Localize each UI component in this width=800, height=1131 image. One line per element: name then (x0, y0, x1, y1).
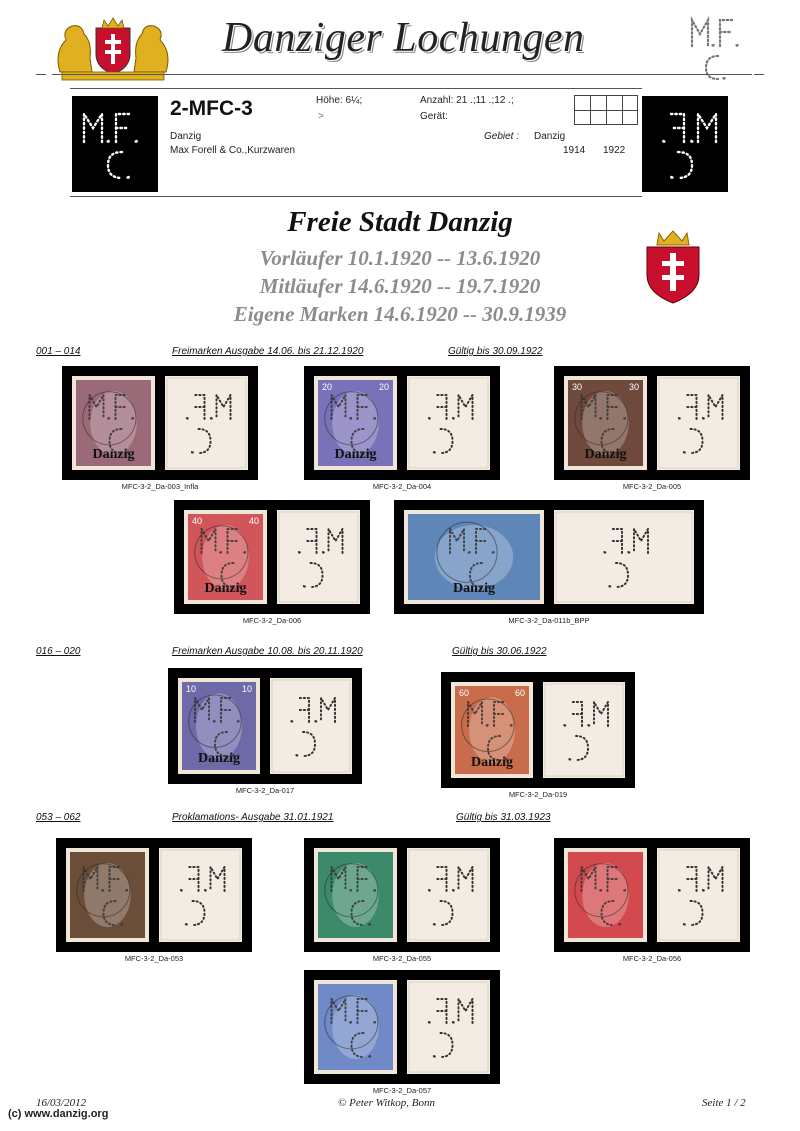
stamp-frame (554, 838, 750, 952)
group-valid-1: Gültig bis 30.09.1922 (448, 346, 543, 357)
danzig-shield-icon (645, 229, 701, 305)
count-label: Anzahl: 21 .;11 .;12 .; (420, 95, 514, 106)
stamp-front-image (451, 682, 533, 778)
card-bottom-rule (70, 196, 642, 197)
stamp-caption: MFC-3-2_Da-004 (372, 482, 432, 491)
stamp-back-image (270, 678, 352, 774)
stamp-frame (304, 838, 500, 952)
stamp-frame (394, 500, 704, 614)
group-issue-3: Proklamations- Ausgabe 31.01.1921 (172, 812, 334, 823)
period-own-stamps: Eigene Marken 14.6.1920 -- 30.9.1939 (233, 302, 567, 326)
stamp-front-image (564, 376, 647, 470)
document-title: Danziger Lochungen (222, 15, 585, 61)
svg-text:30: 30 (628, 382, 639, 392)
period-concurrent: Mitläufer 14.6.1920 -- 19.7.1920 (259, 274, 541, 298)
stamp-front-image (178, 678, 260, 774)
perfin-id: 2-MFC-3 (170, 97, 253, 120)
stamp-caption: MFC-3-2_Da-053 (124, 954, 184, 963)
svg-text:20: 20 (322, 382, 333, 392)
stamp-caption: MFC-3-2_Da-005 (622, 482, 682, 491)
stamp-front-image (564, 848, 647, 942)
stamp-frame (554, 366, 750, 480)
svg-text:Danzig: Danzig (471, 755, 513, 770)
svg-text:60: 60 (459, 688, 470, 698)
stamp-caption: MFC-3-2_Da-006 (242, 616, 302, 625)
svg-text:Danzig: Danzig (584, 447, 627, 462)
group-issue-1: Freimarken Ausgabe 14.06. bis 21.12.1920 (172, 346, 364, 357)
stamp-back-image (165, 376, 248, 470)
group-issue-2: Freimarken Ausgabe 10.08. bis 20.11.1920 (172, 646, 363, 657)
footer-copyright: © Peter Witkop, Bonn (338, 1097, 435, 1109)
stamp-back-image (554, 510, 694, 604)
group-valid-2: Gültig bis 30.06.1922 (452, 646, 547, 657)
stamp-frame (62, 366, 258, 480)
device-label: Gerät: (420, 111, 448, 122)
period-forerunner: Vorläufer 10.1.1920 -- 13.6.1920 (259, 246, 541, 270)
perfin-monogram-icon (688, 12, 744, 82)
place-label: Danzig (170, 131, 202, 142)
stamp-caption: MFC-3-2_Da-055 (372, 954, 432, 963)
stamp-back-image (657, 376, 740, 470)
svg-text:Danzig: Danzig (204, 581, 247, 596)
stamp-front-image (314, 376, 397, 470)
title-rule-left (36, 74, 46, 75)
stamp-frame (441, 672, 635, 788)
perfin-pattern-back (642, 96, 728, 192)
stamp-front-image (72, 376, 155, 470)
state-title: Freie Stadt Danzig (287, 206, 513, 238)
stamp-caption: MFC-3-2_Da-003_Infla (121, 482, 199, 491)
svg-text:40: 40 (248, 516, 259, 526)
title-rule (52, 74, 752, 75)
footer-url: (c) www.danzig.org (8, 1108, 109, 1120)
svg-text:30: 30 (572, 382, 583, 392)
group-range-1: 001 – 014 (36, 346, 81, 357)
stamp-back-image (407, 848, 490, 942)
stamp-back-image (277, 510, 360, 604)
card-top-rule (70, 88, 642, 89)
stamp-back-image (407, 376, 490, 470)
height-label: Höhe: 6¼; (316, 95, 363, 106)
stamp-caption: MFC-3-2_Da-056 (622, 954, 682, 963)
stamp-front-image (184, 510, 267, 604)
stamp-back-image (407, 980, 490, 1074)
group-range-2: 016 – 020 (36, 646, 81, 657)
svg-text:10: 10 (186, 684, 197, 694)
svg-text:Danzig: Danzig (198, 751, 240, 766)
stamp-frame (304, 366, 500, 480)
company-label: Max Forell & Co.,Kurzwaren (170, 145, 296, 156)
stamp-back-image (543, 682, 625, 778)
stamp-front-image (66, 848, 149, 942)
title-rule-right (754, 74, 764, 75)
perfin-pattern-front (72, 96, 158, 192)
stamp-back-image (657, 848, 740, 942)
group-range-3: 053 – 062 (36, 812, 81, 823)
group-valid-3: Gültig bis 31.03.1923 (456, 812, 551, 823)
stamp-caption: MFC-3-2_Da-011b_BPP (508, 616, 590, 625)
stamp-caption: MFC-3-2_Da-019 (508, 790, 568, 799)
stamp-caption: MFC-3-2_Da-017 (235, 786, 295, 795)
stamp-frame (56, 838, 252, 952)
hole-grid (574, 95, 638, 125)
footer-date: 16/03/2012 (36, 1097, 87, 1109)
svg-text:20: 20 (378, 382, 389, 392)
svg-text:Danzig: Danzig (92, 447, 135, 462)
year-from: 1914 (563, 145, 586, 156)
stamp-back-image (159, 848, 242, 942)
svg-text:Danzig: Danzig (334, 447, 377, 462)
svg-text:60: 60 (514, 688, 525, 698)
stamp-frame (174, 500, 370, 614)
svg-text:40: 40 (192, 516, 203, 526)
arrow-marker: > (318, 111, 324, 122)
svg-text:Danzig: Danzig (453, 581, 495, 596)
stamp-caption: MFC-3-2_Da-057 (372, 1086, 432, 1095)
footer-page-number: Seite 1 / 2 (702, 1097, 746, 1109)
area-value: Danzig (534, 131, 566, 142)
stamp-frame (304, 970, 500, 1084)
svg-text:10: 10 (241, 684, 252, 694)
year-to: 1922 (603, 145, 626, 156)
stamp-frame (168, 668, 362, 784)
area-label: Gebiet : (484, 131, 520, 142)
stamp-front-image (314, 980, 397, 1074)
stamp-front-image (314, 848, 397, 942)
danzig-coat-of-arms-logo (52, 12, 174, 82)
stamp-front-image (404, 510, 544, 604)
